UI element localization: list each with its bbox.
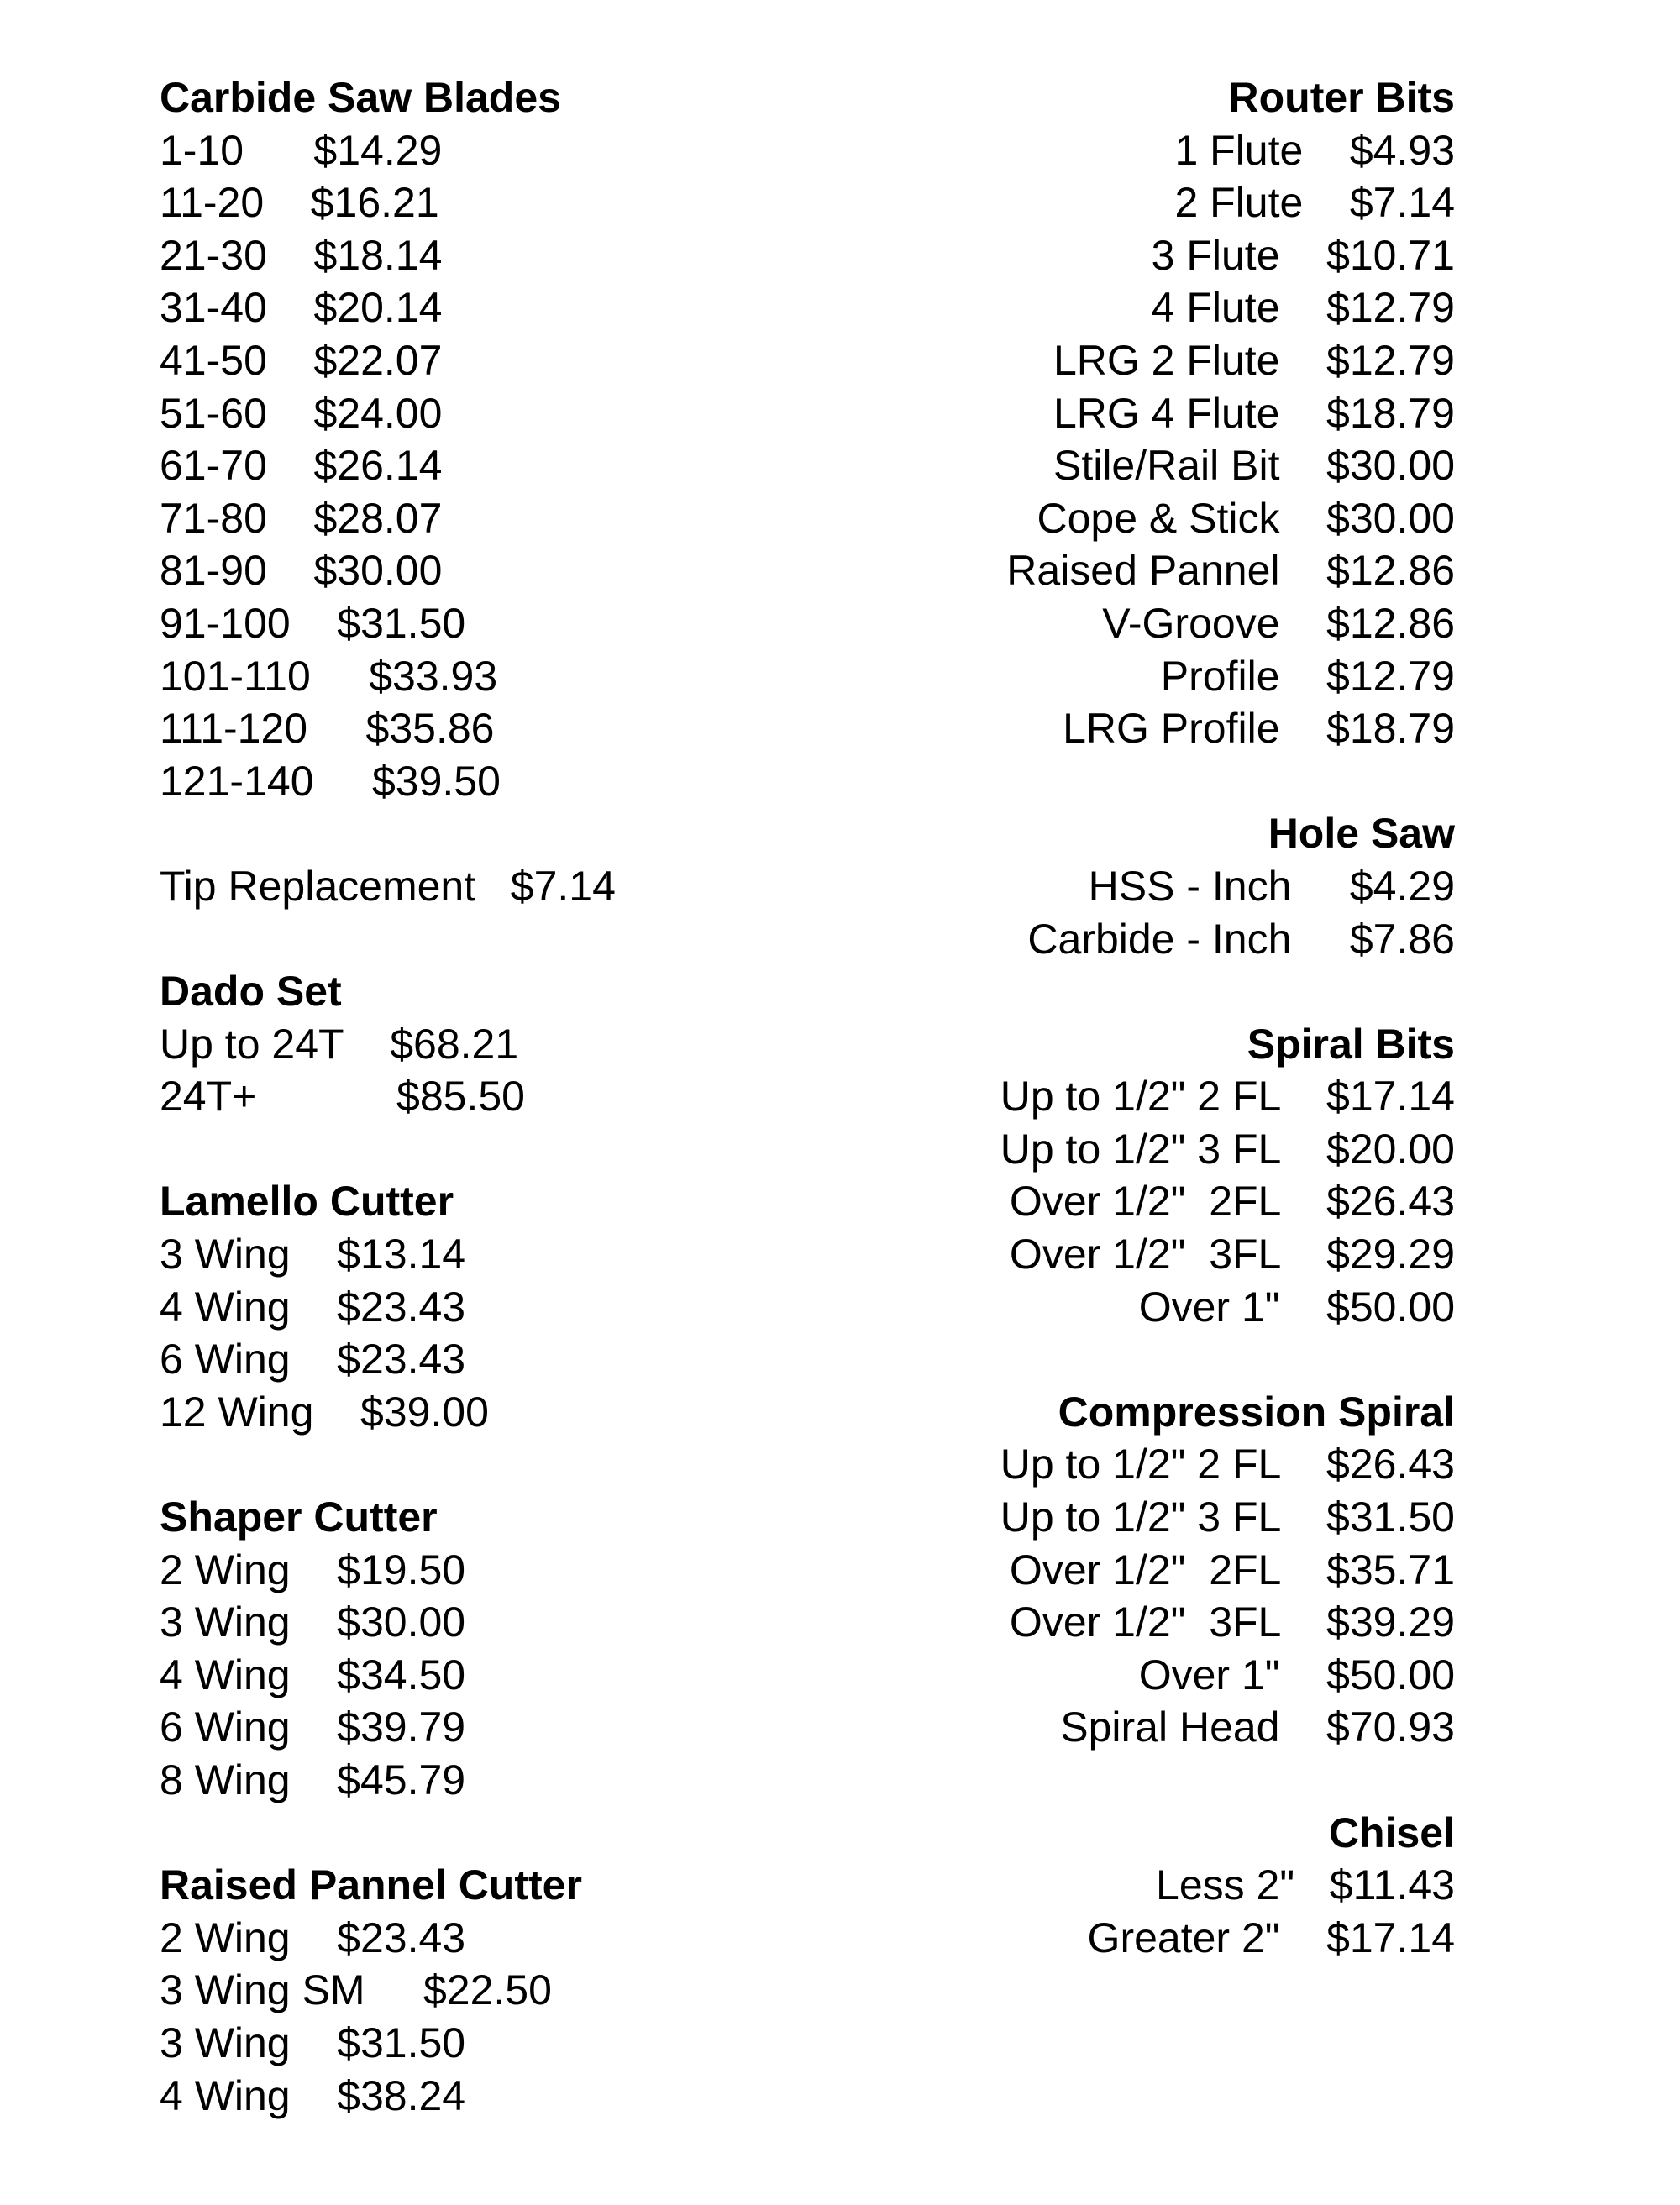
- price-row: 101-110 $33.93: [160, 652, 498, 700]
- price-row: Over 1" $50.00: [1138, 1283, 1455, 1331]
- price-row: 6 Wing $39.79: [160, 1704, 466, 1751]
- section-heading-lamello-cutter: Lamello Cutter: [160, 1178, 454, 1226]
- price-row: 1 Flute $4.93: [1174, 126, 1455, 174]
- section-heading-dado-set: Dado Set: [160, 968, 342, 1016]
- price-row: Up to 1/2" 2 FL $17.14: [1000, 1073, 1455, 1121]
- right-price-column: [699, 71, 1455, 1964]
- price-row: 71-80 $28.07: [160, 494, 443, 542]
- price-row: Less 2" $11.43: [1156, 1861, 1455, 1909]
- price-row: 6 Wing $23.43: [160, 1336, 466, 1383]
- price-row: LRG Profile $18.79: [1063, 705, 1455, 753]
- price-row: 24T+ $85.50: [160, 1073, 525, 1121]
- price-row: 31-40 $20.14: [160, 284, 443, 332]
- price-row: 11-20 $16.21: [160, 179, 439, 227]
- spacer: [699, 1754, 1455, 1807]
- price-row: 3 Wing SM $22.50: [160, 1966, 552, 2014]
- price-row: 61-70 $26.14: [160, 442, 443, 490]
- price-row: Cope & Stick $30.00: [1037, 494, 1455, 542]
- section-heading-shaper-cutter: Shaper Cutter: [160, 1494, 438, 1541]
- price-row: 41-50 $22.07: [160, 336, 443, 384]
- section-heading-chisel: Chisel: [1328, 1809, 1455, 1856]
- price-row: 3 Wing $30.00: [160, 1599, 466, 1646]
- spacer: [699, 1333, 1455, 1386]
- price-row: 4 Wing $34.50: [160, 1651, 466, 1698]
- price-row: 4 Wing $38.24: [160, 2071, 466, 2119]
- section-heading-hole-saw: Hole Saw: [1268, 810, 1455, 858]
- price-row: Profile $12.79: [1160, 652, 1455, 700]
- price-row: 12 Wing $39.00: [160, 1388, 489, 1436]
- price-row: 91-100 $31.50: [160, 599, 466, 647]
- price-row: Carbide - Inch $7.86: [1027, 915, 1455, 963]
- price-row: 3 Wing $13.14: [160, 1231, 466, 1278]
- section-heading-spiral-bits: Spiral Bits: [1247, 1020, 1455, 1068]
- price-row: 4 Wing $23.43: [160, 1283, 466, 1331]
- price-row: Up to 1/2" 2 FL $26.43: [1000, 1441, 1455, 1488]
- price-row: 1-10 $14.29: [160, 126, 443, 174]
- price-row: 111-120 $35.86: [160, 705, 495, 753]
- price-row: 2 Flute $7.14: [1174, 179, 1455, 227]
- price-row: 2 Wing $23.43: [160, 1914, 466, 1961]
- price-row: 121-140 $39.50: [160, 757, 501, 805]
- price-row: Raised Pannel $12.86: [1006, 547, 1455, 595]
- price-row: 8 Wing $45.79: [160, 1756, 466, 1803]
- price-row: Over 1" $50.00: [1138, 1651, 1455, 1698]
- price-row: LRG 2 Flute $12.79: [1053, 336, 1455, 384]
- price-row: HSS - Inch $4.29: [1088, 862, 1455, 910]
- price-row: Over 1/2" 2FL $35.71: [1009, 1546, 1455, 1593]
- price-row: 2 Wing $19.50: [160, 1546, 466, 1593]
- spacer: [699, 755, 1455, 808]
- section-heading-compression-spiral: Compression Spiral: [1058, 1388, 1455, 1436]
- price-row: Over 1/2" 3FL $39.29: [1009, 1599, 1455, 1646]
- price-row-tip-replacement: Tip Replacement $7.14: [160, 862, 616, 910]
- price-row: 3 Flute $10.71: [1151, 231, 1455, 279]
- section-heading-raised-pannel-cutter: Raised Pannel Cutter: [160, 1861, 582, 1909]
- section-heading-router-bits: Router Bits: [1228, 74, 1455, 121]
- price-row: 21-30 $18.14: [160, 231, 443, 279]
- price-row: Stile/Rail Bit $30.00: [1053, 442, 1455, 490]
- price-row: Spiral Head $70.93: [1060, 1704, 1455, 1751]
- price-row: Over 1/2" 3FL $29.29: [1009, 1231, 1455, 1278]
- price-row: 4 Flute $12.79: [1151, 284, 1455, 332]
- price-row: Up to 1/2" 3 FL $31.50: [1000, 1494, 1455, 1541]
- price-row: Up to 24T $68.21: [160, 1020, 519, 1068]
- price-row: 3 Wing $31.50: [160, 2019, 466, 2066]
- price-row: 51-60 $24.00: [160, 389, 443, 437]
- section-heading-carbide-saw-blades: Carbide Saw Blades: [160, 74, 561, 121]
- price-row: 81-90 $30.00: [160, 547, 443, 595]
- price-row: Greater 2" $17.14: [1087, 1914, 1455, 1961]
- price-row: LRG 4 Flute $18.79: [1053, 389, 1455, 437]
- spacer: [699, 965, 1455, 1018]
- price-row: Up to 1/2" 3 FL $20.00: [1000, 1125, 1455, 1173]
- price-row: V-Groove $12.86: [1102, 599, 1455, 647]
- price-row: Over 1/2" 2FL $26.43: [1009, 1178, 1455, 1226]
